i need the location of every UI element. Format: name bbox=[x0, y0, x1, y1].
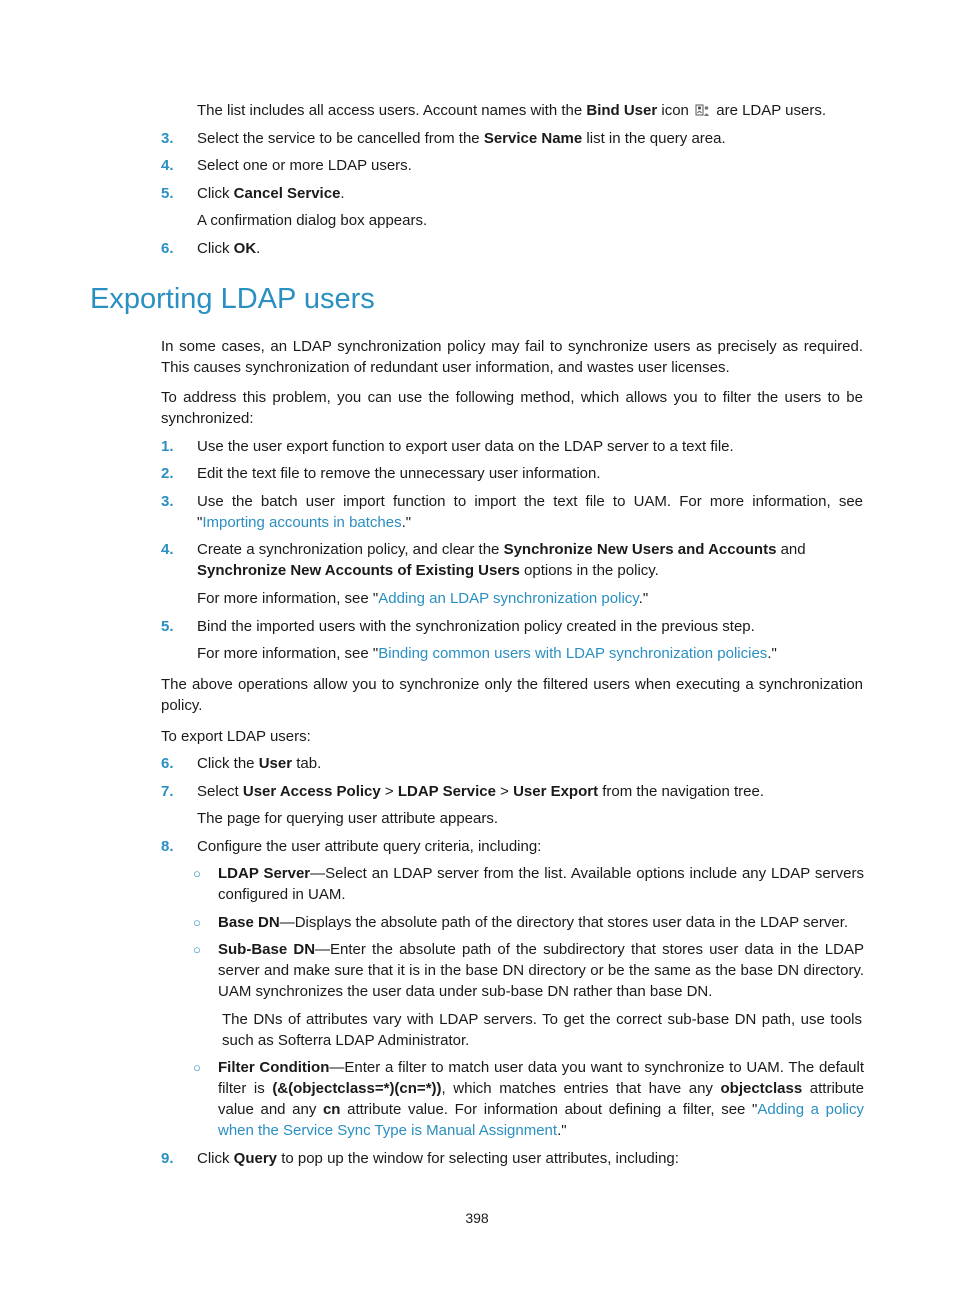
step-2-text: Edit the text file to remove the unnecessary user information. bbox=[197, 465, 601, 482]
step-5-result: A confirmation dialog box appears. bbox=[197, 212, 428, 229]
intro-paragraph-1: In some cases, an LDAP synchronization policy may fail to synchronize users as precisely as required. This causes synchronization of redundant user information, and wastes user licenses. bbox=[161, 338, 863, 376]
step-5-text: Click Cancel Service. bbox=[197, 185, 345, 202]
step-7-navigation: Select User Access Policy > LDAP Service > User Export from the navigation tree. bbox=[197, 783, 765, 800]
bind-user-icon bbox=[695, 103, 710, 117]
step-number: 8. bbox=[161, 838, 174, 855]
step-number: 2. bbox=[161, 465, 174, 482]
bullet-base-dn: Base DN—Displays the absolute path of the directory that stores user data in the LDAP server. bbox=[218, 914, 849, 931]
step-9-text: Click Query to pop up the window for selecting user attributes, including: bbox=[197, 1150, 679, 1167]
section-heading: Exporting LDAP users bbox=[90, 283, 375, 315]
bullet-ldap-server: LDAP Server—Select an LDAP server from the list. Available options include any LDAP servers configured in UAM. bbox=[218, 865, 864, 903]
step-7-result: The page for querying user attribute appears. bbox=[197, 810, 499, 827]
step-number: 3. bbox=[161, 493, 174, 510]
step-number: 5. bbox=[161, 185, 174, 202]
step-6-user-tab: Click the User tab. bbox=[197, 755, 322, 772]
page-number: 398 bbox=[465, 1210, 489, 1226]
step-1-text: Use the user export function to export user data on the LDAP server to a text file. bbox=[197, 438, 734, 455]
bullet-icon: ○ bbox=[193, 942, 201, 957]
step-4-more-info: For more information, see "Adding an LDAP synchronization policy." bbox=[197, 590, 649, 607]
step-number: 4. bbox=[161, 157, 174, 174]
link-adding-ldap-sync-policy[interactable]: Adding an LDAP synchronization policy bbox=[378, 590, 639, 607]
step-5-more-info: For more information, see "Binding common users with LDAP synchronization policies." bbox=[197, 645, 777, 662]
step-number: 6. bbox=[161, 755, 174, 772]
step-6-text: Click OK. bbox=[197, 240, 261, 257]
step-4-text: Select one or more LDAP users. bbox=[197, 157, 412, 174]
step-number: 1. bbox=[161, 438, 174, 455]
bullet-icon: ○ bbox=[193, 866, 201, 881]
bullet-icon: ○ bbox=[193, 915, 201, 930]
bullet-sub-base-dn: Sub-Base DN—Enter the absolute path of the subdirectory that stores user data in the LDAP server and make sure that it is in the base DN directory or be the same as the base DN directory. UAM synchronizes the user data under sub-base DN rather than base DN. bbox=[218, 941, 864, 1000]
bullet-icon: ○ bbox=[193, 1060, 201, 1075]
step-number: 4. bbox=[161, 541, 174, 558]
step-number: 7. bbox=[161, 783, 174, 800]
intro-paragraph-2: To address this problem, you can use the following method, which allows you to filter the users to be synchronized: bbox=[161, 389, 863, 427]
ldap-users-note: The list includes all access users. Account names with the Bind User icon are LDAP users. bbox=[197, 102, 827, 119]
step-3-text: Select the service to be cancelled from the Service Name list in the query area. bbox=[197, 130, 726, 147]
step-number: 5. bbox=[161, 618, 174, 635]
to-export-label: To export LDAP users: bbox=[161, 728, 311, 745]
step-number: 6. bbox=[161, 240, 174, 257]
step-number: 9. bbox=[161, 1150, 174, 1167]
bullet-filter-condition: Filter Condition—Enter a filter to match user data you want to synchronize to UAM. The default filter is (&(objectclass=*)(cn=*)), which matches entries that have any objectclass attribute value and any cn attribute value. For information about defining a filter, see "Adding a policy when the Service Sync Type is Manual Assignment." bbox=[218, 1059, 865, 1139]
link-importing-accounts[interactable]: Importing accounts in batches bbox=[202, 514, 402, 531]
link-binding-common-users[interactable]: Binding common users with LDAP synchronization policies bbox=[378, 645, 768, 662]
step-number: 3. bbox=[161, 130, 174, 147]
step-5-bind-text: Bind the imported users with the synchronization policy created in the previous step. bbox=[197, 618, 755, 635]
step-3-import-text: Use the batch user import function to import the text file to UAM. For more information, see "Importing accounts in batches." bbox=[197, 493, 863, 531]
step-4-policy-text: Create a synchronization policy, and clear the Synchronize New Users and Accounts and Synchronize New Accounts of Existing Users options in the policy. bbox=[197, 541, 806, 579]
step-8-text: Configure the user attribute query criteria, including: bbox=[197, 838, 542, 855]
above-operations-paragraph: The above operations allow you to synchronize only the filtered users when executing a synchronization policy. bbox=[161, 676, 863, 714]
link-adding-policy-manual-assignment[interactable]: Adding a policy when the Service Sync Type is Manual Assignment bbox=[218, 1101, 865, 1139]
sub-base-dn-note: The DNs of attributes vary with LDAP servers. To get the correct sub-base DN path, use tools such as Softerra LDAP Administrator. bbox=[222, 1011, 862, 1049]
